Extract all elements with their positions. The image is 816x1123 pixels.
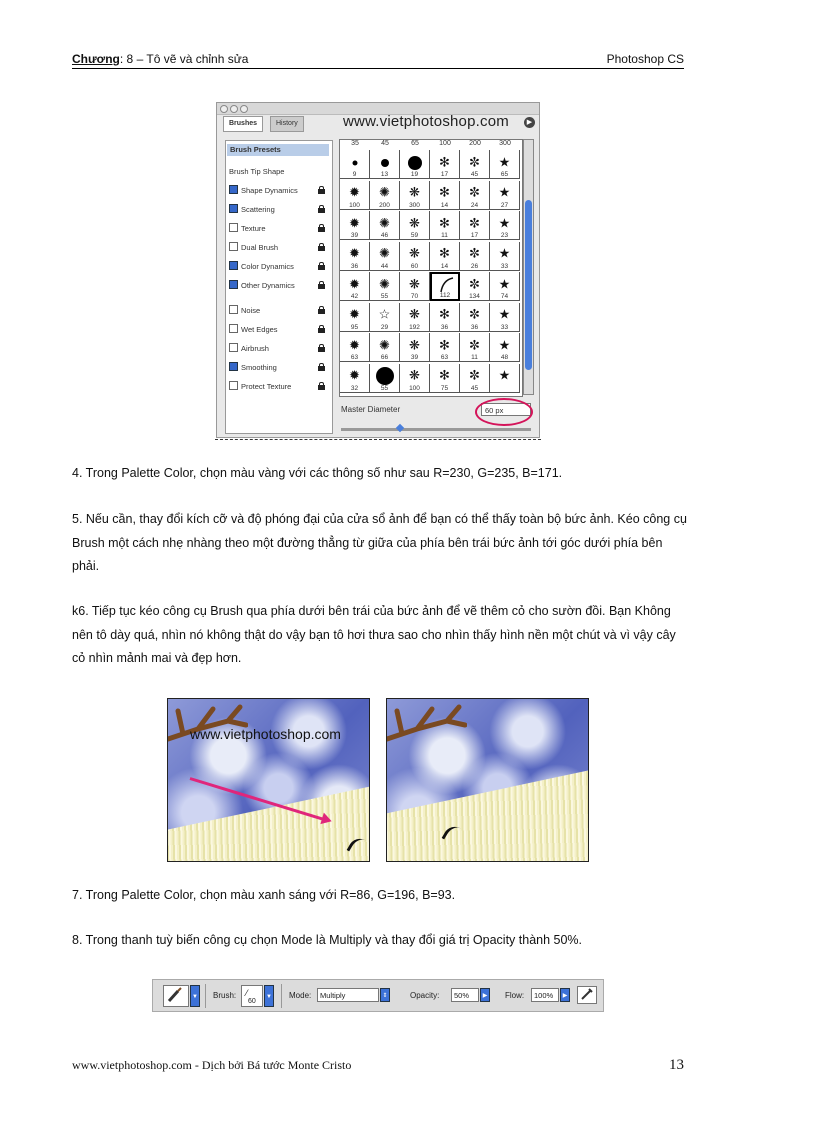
flow-input[interactable]: 100% (531, 988, 559, 1002)
grid-scrollbar[interactable] (523, 139, 534, 395)
master-diameter-slider[interactable] (341, 428, 531, 431)
brush-size-label: 19 (410, 171, 419, 178)
lock-icon[interactable] (318, 205, 325, 213)
brush-option-item[interactable] (229, 204, 327, 216)
option-label: Noise (241, 306, 261, 315)
option-checkbox[interactable] (229, 261, 238, 270)
brush-option-item[interactable] (229, 381, 327, 393)
brush-preset-cell[interactable] (370, 181, 400, 210)
brush-tip-icon: ✻ (439, 367, 450, 383)
brush-preset-cell[interactable] (400, 211, 430, 240)
option-label: Wet Edges (241, 325, 278, 334)
brush-option-item[interactable] (229, 185, 327, 197)
brush-size-label: 33 (500, 323, 509, 331)
brush-tip-icon: ✼ (469, 245, 480, 261)
brush-preset-cell[interactable] (430, 272, 460, 301)
chapter-name: : 8 – Tô vẽ và chỉnh sửa (119, 52, 249, 66)
brush-size-label: 24 (470, 201, 479, 209)
option-checkbox[interactable] (229, 223, 238, 232)
highlight-circle (475, 398, 533, 426)
brush-size-label: 32 (350, 384, 359, 392)
chapter-label: Chương (72, 52, 120, 66)
option-checkbox[interactable] (229, 362, 238, 371)
slider-knob[interactable] (396, 424, 404, 432)
tab-brushes[interactable]: Brushes (223, 116, 263, 132)
option-label: Smoothing (241, 363, 277, 372)
flow-slider-button[interactable]: ▶ (560, 988, 570, 1002)
option-checkbox[interactable] (229, 343, 238, 352)
panel-watermark: www.vietphotoshop.com (343, 113, 509, 130)
hard-round-brush-icon (376, 367, 394, 385)
brush-size-label: 70 (410, 293, 419, 300)
brush-size-label: 46 (380, 232, 389, 239)
brush-tip-icon: ✼ (469, 184, 480, 200)
opacity-label: Opacity: (410, 991, 440, 1000)
brush-tip-icon: ✼ (469, 276, 480, 292)
option-label: Scattering (241, 205, 275, 214)
lock-icon[interactable] (318, 224, 325, 232)
brush-tip-icon: ✺ (379, 276, 390, 292)
page-header (72, 52, 684, 69)
brush-tip-icon: ✻ (439, 306, 450, 322)
brush-tip-icon: ✻ (439, 184, 450, 200)
brush-tip-icon: ★ (498, 276, 511, 292)
grid-header-size: 300 (499, 140, 511, 147)
brush-preset-cell[interactable] (460, 181, 490, 210)
brush-preset-cell[interactable] (460, 150, 490, 179)
brush-tip-icon: ★ (498, 367, 511, 383)
master-diameter-label: Master Diameter (341, 405, 401, 414)
grass-fill (386, 767, 589, 862)
brush-size-label: 95 (350, 323, 359, 331)
brush-size-label: 23 (500, 232, 509, 239)
brush-tip-icon: ❋ (409, 306, 420, 322)
paragraph-step-8: 8. Trong thanh tuỳ biến công cụ chọn Mode là Multiply và thay đổi giá trị Opacity thành 50%. (72, 933, 583, 947)
brush-preset-cell[interactable] (370, 364, 400, 393)
brush-stroke-icon: ⁄ (246, 988, 248, 998)
master-diameter-input[interactable]: 60 px (481, 403, 531, 416)
brush-preset-cell[interactable] (430, 211, 460, 240)
lock-icon[interactable] (318, 382, 325, 390)
zoom-icon[interactable] (240, 105, 248, 113)
brush-tip-icon: ✻ (439, 277, 451, 292)
brush-size-label: 63 (440, 354, 449, 361)
brush-preset-cell[interactable] (430, 303, 460, 332)
minimize-icon[interactable] (230, 105, 238, 113)
photo-before (167, 698, 370, 862)
option-label: Dual Brush (241, 243, 279, 252)
brush-size-label: 134 (469, 293, 480, 300)
brush-preset-grid (339, 139, 523, 397)
header-app-name: Photoshop CS (606, 52, 684, 66)
brush-preset-cell[interactable] (460, 211, 490, 240)
brush-size-label: 17 (470, 232, 479, 239)
brush-tip-shape-item[interactable]: Brush Tip Shape (229, 167, 285, 176)
airbrush-toggle[interactable] (577, 986, 597, 1004)
brush-size-label: 63 (350, 354, 359, 361)
brush-tip-icon: ✹ (349, 215, 360, 231)
brush-size-label: 66 (380, 354, 389, 361)
brush-preset-cell[interactable] (490, 333, 520, 362)
lock-icon[interactable] (318, 186, 325, 194)
close-icon[interactable] (220, 105, 228, 113)
brush-preset-cell[interactable] (430, 150, 460, 179)
brush-tip-icon: ❋ (409, 245, 420, 261)
mode-select[interactable]: Multiply (317, 988, 379, 1002)
brush-tip-icon: ✹ (349, 184, 360, 200)
brush-size-label: 36 (440, 323, 449, 331)
brush-presets-item[interactable]: Brush Presets (227, 144, 329, 156)
grid-header-size: 65 (411, 140, 419, 147)
tool-preset-picker[interactable] (163, 985, 189, 1007)
brush-tip-icon: ✹ (349, 245, 360, 261)
brush-preset-cell[interactable] (460, 333, 490, 362)
option-label: Shape Dynamics (241, 186, 298, 195)
brush-preset-cell[interactable] (400, 364, 430, 393)
option-checkbox[interactable] (229, 204, 238, 213)
grid-header-size: 45 (381, 140, 389, 147)
tool-options-bar (152, 979, 604, 1012)
grid-header-size: 100 (439, 140, 451, 147)
brush-tip-icon: ★ (498, 337, 511, 353)
lock-icon[interactable] (318, 281, 325, 289)
brush-option-item[interactable] (229, 362, 327, 374)
tool-preset-dropdown[interactable]: ▼ (190, 985, 200, 1007)
scroll-thumb[interactable] (525, 200, 532, 370)
brush-preset-cell[interactable] (340, 211, 370, 240)
brush-tip-icon: ❋ (409, 215, 420, 231)
brush-preset-cell[interactable] (430, 333, 460, 362)
brush-preset-cell[interactable] (340, 181, 370, 210)
brush-tip-icon: ✻ (439, 154, 450, 170)
brush-preset-cell[interactable] (400, 303, 430, 332)
brush-size-label: 13 (380, 171, 389, 178)
paragraph-step-7: 7. Trong Palette Color, chọn màu xanh sáng với R=86, G=196, B=93. (72, 888, 456, 902)
brush-tip-icon: ❋ (409, 367, 420, 383)
option-checkbox[interactable] (229, 280, 238, 289)
brush-preset-cell[interactable] (370, 303, 400, 332)
brush-option-item[interactable] (229, 261, 327, 273)
brush-preset-cell[interactable] (430, 242, 460, 271)
brush-preset-cell[interactable] (340, 333, 370, 362)
mode-label: Mode: (289, 991, 312, 1000)
brush-dropdown[interactable]: ▼ (264, 985, 274, 1007)
paragraph-step-6: k6. Tiếp tục kéo công cụ Brush qua phía dưới bên trái của bức ảnh để vẽ thêm cỏ cho sườn đồi. Bạn Không nên tô dày quá, nhìn nó không thật do vậy bạn tô hơi thưa sao cho nhìn thấy hình nền một chút và vì vậy cây cỏ nhìn mảnh mai và đẹp hơn. (72, 604, 676, 665)
paragraph-step-5: 5. Nếu cần, thay đổi kích cỡ và độ phóng đại của cửa sổ ảnh để bạn có thể thấy toàn bộ bức ảnh. Kéo công cụ Brush một cách nhẹ nhàng theo một đường thẳng từ giữa của phía bên trái bức ảnh tới góc dưới phía bên phải. (72, 512, 687, 573)
brush-option-item[interactable] (229, 343, 327, 355)
brush-preset-cell[interactable] (340, 150, 370, 179)
brush-option-item[interactable] (229, 280, 327, 292)
brush-tip-icon: ✹ (349, 337, 360, 353)
brush-preset-cell[interactable] (370, 150, 400, 179)
page-footer (72, 1058, 684, 1073)
brushes-panel (216, 102, 540, 438)
brush-size-label: 300 (409, 201, 420, 209)
brush-preset-cell[interactable] (400, 181, 430, 210)
brush-preset-cell[interactable] (370, 272, 400, 301)
brush-tip-icon: ★ (498, 245, 511, 261)
hard-round-brush-icon (381, 159, 389, 167)
brush-size-label: 29 (380, 323, 389, 331)
lock-icon[interactable] (318, 243, 325, 251)
brush-preset-cell[interactable] (460, 272, 490, 301)
brush-size-label: 39 (350, 232, 359, 239)
tab-history[interactable]: History (270, 116, 304, 132)
brush-preset-cell[interactable] (430, 364, 460, 393)
option-checkbox[interactable] (229, 305, 238, 314)
brush-tip-icon: ✻ (439, 245, 450, 261)
brush-size-label: 42 (350, 293, 359, 300)
opacity-slider-button[interactable]: ▶ (480, 988, 490, 1002)
brush-preset-cell[interactable] (340, 364, 370, 393)
option-label: Color Dynamics (241, 262, 294, 271)
brush-preset-cell[interactable] (490, 364, 520, 393)
brush-preset-cell[interactable] (460, 303, 490, 332)
lock-icon[interactable] (318, 306, 325, 314)
brush-tip-icon: ✼ (469, 154, 480, 170)
brush-option-item[interactable] (229, 324, 327, 336)
photo-watermark: www.vietphotoshop.com (190, 726, 341, 742)
brush-size-label: 17 (440, 171, 449, 178)
brush-tip-icon: ✼ (469, 337, 480, 353)
chapter-title (72, 52, 248, 66)
paragraph-step-4: 4. Trong Palette Color, chọn màu vàng với các thông số như sau R=230, G=235, B=171. (72, 466, 563, 480)
brush-size-label: 45 (470, 171, 479, 178)
brush-tip-icon: ✼ (469, 367, 480, 383)
brush-preset-cell[interactable] (430, 181, 460, 210)
brush-preset-cell[interactable] (460, 242, 490, 271)
brush-tip-icon: ❋ (409, 276, 420, 292)
brush-tip-icon: ✺ (379, 337, 390, 353)
lock-icon[interactable] (318, 262, 325, 270)
brush-size-label: 60 (410, 262, 419, 270)
option-label: Other Dynamics (241, 281, 295, 290)
brush-tip-icon: ★ (498, 184, 511, 200)
grid-header-size: 200 (469, 140, 481, 147)
brush-tip-icon: ✻ (439, 215, 450, 231)
brush-preset-cell[interactable] (490, 242, 520, 271)
grass-stroke (167, 783, 370, 862)
opacity-input[interactable]: 50% (451, 988, 479, 1002)
brush-size-label: 200 (379, 201, 390, 209)
brush-size-label: 100 (409, 384, 420, 392)
mode-dropdown[interactable]: ⇕ (380, 988, 390, 1002)
brush-option-item[interactable] (229, 223, 327, 235)
brush-preset-cell[interactable] (400, 242, 430, 271)
separator (205, 984, 206, 1008)
brush-tip-icon: ☆ (378, 306, 391, 322)
brush-size-label: 48 (500, 354, 509, 361)
brush-tip-icon: ✻ (439, 337, 450, 353)
airbrush-icon (580, 987, 594, 1001)
brush-tip-icon: ★ (498, 154, 511, 170)
lock-icon[interactable] (318, 344, 325, 352)
brush-tip-icon: ❋ (409, 184, 420, 200)
lock-icon[interactable] (318, 363, 325, 371)
brush-size-label: 55 (380, 384, 389, 392)
grid-header-size: 35 (351, 140, 359, 147)
brush-size-label: 74 (500, 293, 509, 300)
brush-size-label: 65 (500, 171, 509, 178)
brush-size-label: 45 (470, 384, 479, 392)
brush-preset-cell[interactable] (340, 272, 370, 301)
brush-tip-icon: ✺ (379, 215, 390, 231)
brush-preset-cell[interactable] (370, 242, 400, 271)
brush-size-label: 11 (471, 354, 478, 361)
brush-tip-icon: ★ (498, 306, 511, 322)
lock-icon[interactable] (318, 325, 325, 333)
option-checkbox[interactable] (229, 381, 238, 390)
brush-option-item[interactable] (229, 242, 327, 254)
brush-size-label: 9 (352, 171, 357, 178)
separator (281, 984, 282, 1008)
brush-size-label: 33 (500, 262, 509, 270)
brush-size-label: 14 (440, 262, 449, 270)
option-checkbox[interactable] (229, 242, 238, 251)
brush-size-label: 27 (500, 201, 509, 209)
brush-preset-cell[interactable] (340, 242, 370, 271)
panel-menu-icon[interactable]: ▶ (524, 117, 535, 128)
brush-preset-cell[interactable] (370, 211, 400, 240)
flow-label: Flow: (505, 991, 525, 1000)
hard-round-brush-icon (352, 160, 357, 165)
brush-tip-icon: ✹ (349, 276, 360, 292)
brush-tip-icon: ❋ (409, 337, 420, 353)
brush-size-label: 11 (441, 232, 448, 239)
brush-preset-cell[interactable] (460, 364, 490, 393)
brush-preset-cell[interactable] (400, 150, 430, 179)
option-label: Protect Texture (241, 382, 292, 391)
brush-tip-icon: ★ (498, 215, 511, 231)
brush-preset-cell[interactable] (340, 303, 370, 332)
photo-after (386, 698, 589, 862)
brush-tip-icon: ✹ (349, 306, 360, 322)
option-label: Texture (241, 224, 266, 233)
brush-tip-icon: ✹ (349, 367, 360, 383)
brush-preset-cell[interactable] (490, 181, 520, 210)
tree-branch (387, 699, 467, 759)
brush-options-list (225, 140, 333, 434)
brush-option-item[interactable] (229, 305, 327, 317)
brush-size-label: 39 (410, 354, 419, 361)
footer-credit: www.vietphotoshop.com - Dịch bởi Bá tước Monte Cristo (72, 1058, 352, 1072)
brush-label: Brush: (213, 991, 237, 1000)
brush-size-label: 36 (470, 323, 479, 331)
panel-tabs (223, 113, 537, 132)
brush-tip-icon: ✺ (379, 245, 390, 261)
brush-preset-cell[interactable] (370, 333, 400, 362)
brush-picker[interactable] (241, 985, 263, 1007)
brush-size-label: 75 (440, 384, 449, 392)
brush-tool-icon (166, 986, 184, 1004)
brush-size-label: 44 (380, 262, 389, 270)
brush-size-label: 26 (470, 262, 479, 270)
brush-size-label: 192 (409, 323, 420, 331)
option-checkbox[interactable] (229, 324, 238, 333)
brush-size-value: 60 (248, 998, 256, 1005)
brush-tip-icon: ✼ (469, 215, 480, 231)
brush-preset-cell[interactable] (490, 272, 520, 301)
option-checkbox[interactable] (229, 185, 238, 194)
hard-round-brush-icon (408, 156, 422, 170)
brush-size-label: 100 (349, 201, 360, 209)
brush-tip-icon: ✼ (469, 306, 480, 322)
brush-size-label: 112 (439, 292, 451, 299)
page-number: 13 (669, 1057, 684, 1073)
brush-preset-cell[interactable] (400, 272, 430, 301)
brush-preset-cell[interactable] (400, 333, 430, 362)
brush-size-label: 36 (350, 262, 359, 270)
brush-size-label: 55 (380, 293, 389, 300)
brush-preset-cell[interactable] (490, 303, 520, 332)
brush-preset-cell[interactable] (490, 150, 520, 179)
brush-size-label: 59 (410, 232, 419, 239)
brush-size-label: 14 (440, 201, 449, 209)
brush-tip-icon: ✺ (379, 184, 390, 200)
brush-preset-cell[interactable] (490, 211, 520, 240)
option-label: Airbrush (241, 344, 269, 353)
